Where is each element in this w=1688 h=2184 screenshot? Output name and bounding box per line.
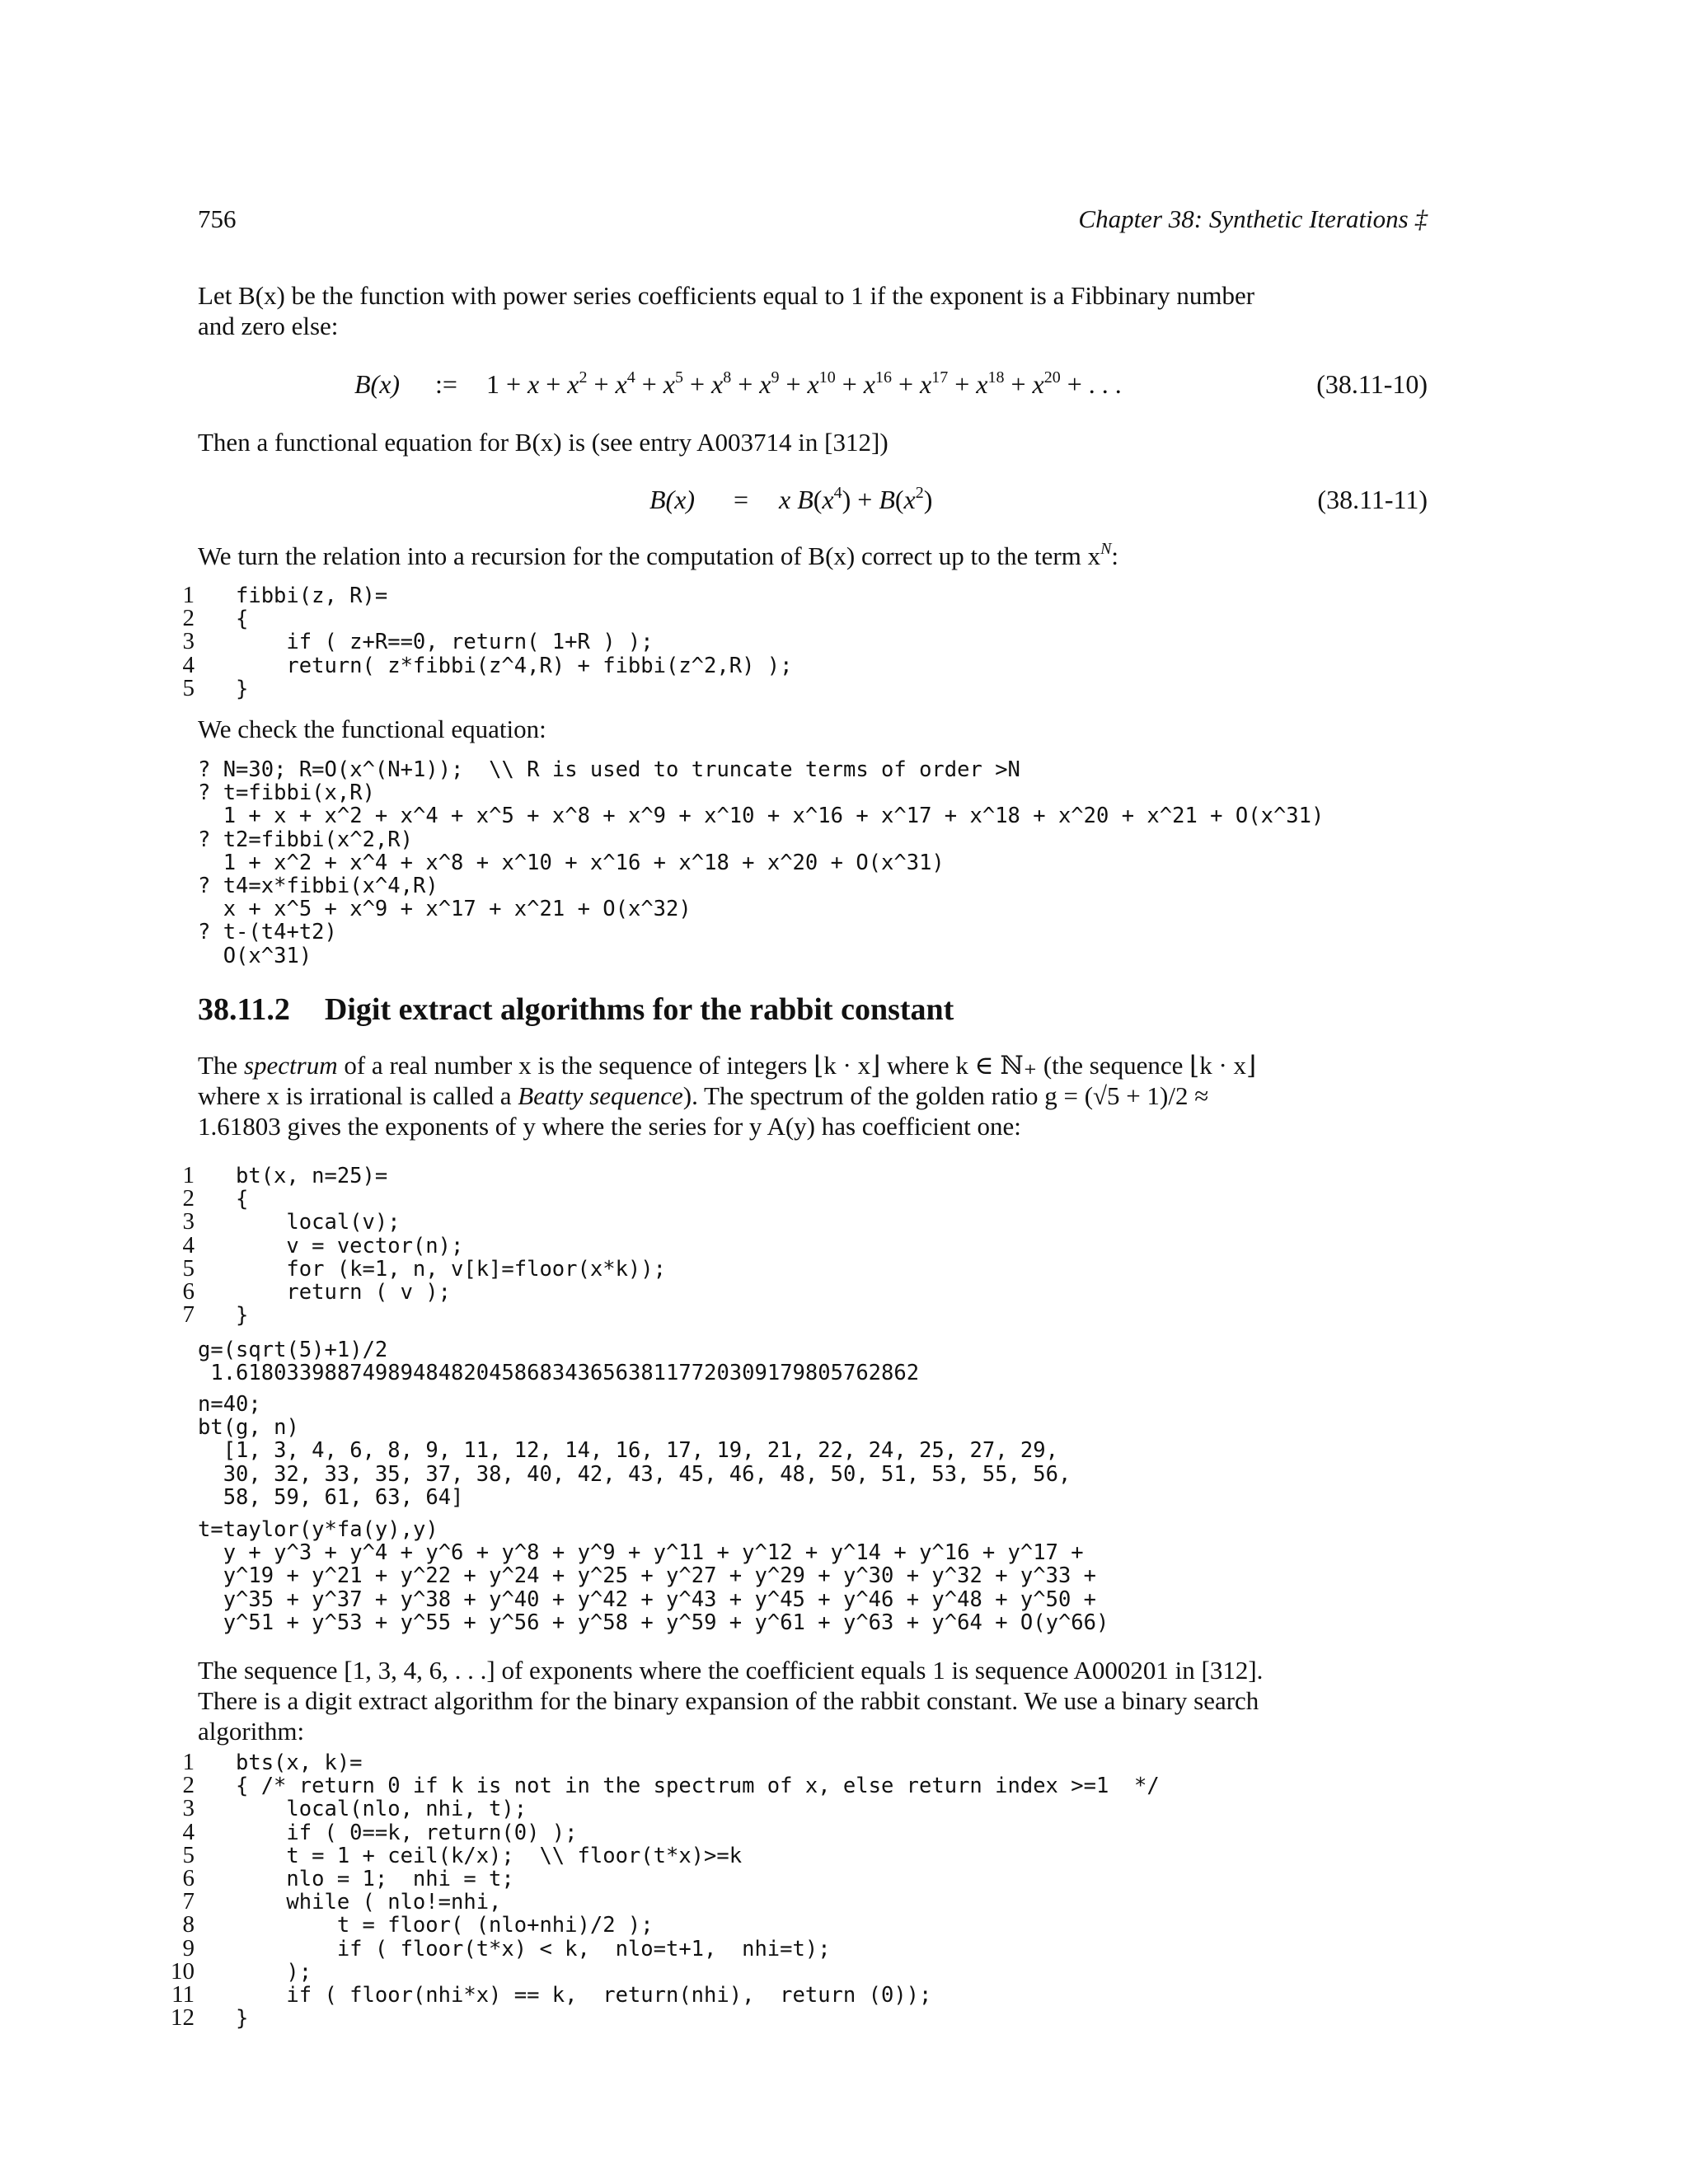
code-text: v = vector(n);	[236, 1233, 464, 1258]
line-number: 5	[182, 1254, 195, 1282]
session-line: ? t=fibbi(x,R)	[198, 780, 375, 806]
code-text: while ( nlo!=nhi,	[236, 1890, 502, 1915]
line-number: 1	[182, 1162, 195, 1188]
code-line	[124, 1750, 1442, 1774]
code-line	[124, 1797, 1442, 1820]
code-line	[124, 1187, 1442, 1210]
line-number: 6	[182, 1864, 195, 1891]
page-number: 756	[198, 204, 237, 233]
code-text: if ( z+R==0, return( 1+R ) );	[236, 630, 654, 655]
line-number: 3	[182, 628, 195, 655]
code-text: t = 1 + ceil(k/x); \\ floor(t*x)>=k	[236, 1843, 743, 1868]
line-number: 1	[182, 582, 195, 608]
code-text: nlo = 1; nhi = t;	[236, 1866, 514, 1891]
line-number: 3	[182, 1208, 195, 1235]
session-block-check	[198, 758, 1434, 968]
code-line	[124, 1890, 1442, 1913]
session-line: ? N=30; R=O(x^(N+1)); \\ R is used to truncate terms of order >N	[198, 757, 1020, 782]
code-line	[124, 1864, 1442, 1891]
session-line: y + y^3 + y^4 + y^6 + y^8 + y^9 + y^11 + y^12 + y^14 + y^16 + y^17 +	[198, 1540, 1084, 1566]
line-number: 1	[182, 1749, 195, 1775]
code-line	[124, 1301, 1442, 1329]
code-block-bt	[124, 1162, 1442, 1329]
code-line	[124, 583, 1442, 607]
code-line	[124, 607, 1442, 630]
code-text: return ( v );	[236, 1279, 451, 1305]
code-line	[124, 1210, 1442, 1233]
line-number: 2	[182, 605, 195, 632]
intro-line-1: Let B(x) be the function with power series coefficients equal to 1 if the exponent is a Fibbinary number	[198, 281, 1255, 310]
line-number: 11	[171, 1980, 195, 2008]
check-paragraph: We check the functional equation:	[198, 715, 546, 743]
code-line	[124, 1277, 1442, 1305]
session-line: 1.618033988749894848204586834365638117720309179805762862	[198, 1361, 920, 1386]
code-text: if ( 0==k, return(0) );	[236, 1820, 578, 1845]
spectrum-line-2	[198, 1080, 1428, 1111]
session-line: t=taylor(y*fa(y),y)	[198, 1517, 438, 1542]
code-text: if ( floor(t*x) < k, nlo=t+1, nhi=t);	[236, 1936, 831, 1961]
text: where x is irrational is called a	[198, 1081, 518, 1110]
session-block-golden-ratio	[198, 1338, 1434, 1385]
session-block-spectrum	[198, 1393, 1434, 1509]
code-line	[124, 1934, 1442, 1961]
code-line	[124, 1841, 1442, 1868]
code-text: {	[236, 607, 249, 632]
code-block-bts	[124, 1749, 1442, 2032]
session-block-taylor	[198, 1518, 1434, 1634]
intro-line-2: and zero else:	[198, 312, 339, 340]
code-text: fibbi(z, R)=	[236, 583, 388, 608]
equation-rhs: x $B(x^4) + B(x^2)$	[779, 484, 933, 514]
code-text: if ( floor(nhi*x) == k, return(nhi), return (0));	[236, 1982, 932, 2008]
session-line: bt(g, n)	[198, 1415, 299, 1441]
equation-lhs: B(x)	[354, 369, 401, 399]
code-line	[124, 1231, 1442, 1258]
section-heading	[198, 991, 954, 1028]
line-number: 7	[182, 1301, 195, 1329]
sequence-line-2: There is a digit extract algorithm for the binary expansion of the rabbit constant. We use a binary search	[198, 1686, 1259, 1715]
code-text: for (k=1, n, v[k]=floor(x*k));	[236, 1256, 666, 1282]
text: The	[198, 1051, 244, 1080]
running-head: Chapter 38: Synthetic Iterations ‡	[1078, 204, 1428, 233]
code-line	[124, 1774, 1442, 1797]
code-text: return( z*fibbi(z^4,R) + fibbi(z^2,R) );	[236, 653, 793, 678]
code-line	[124, 1913, 1442, 1936]
spectrum-line-3: 1.61803 gives the exponents of y where the series for y A(y) has coefficient one:	[198, 1112, 1021, 1141]
code-text: bts(x, k)=	[236, 1750, 363, 1775]
line-number: 7	[182, 1888, 195, 1915]
session-line: [1, 3, 4, 6, 8, 9, 11, 12, 14, 16, 17, 19, 21, 22, 24, 25, 27, 29,	[198, 1438, 1058, 1464]
code-line	[124, 1254, 1442, 1282]
line-number: 10	[171, 1957, 195, 1985]
line-number: 12	[171, 2004, 195, 2032]
session-line: y^19 + y^21 + y^22 + y^24 + y^25 + y^27 + y^29 + y^30 + y^32 + y^33 +	[198, 1563, 1097, 1589]
code-block-fibbi	[124, 583, 1442, 700]
line-number: 5	[182, 1841, 195, 1868]
code-text: local(v);	[236, 1210, 401, 1235]
functional-equation-paragraph: Then a functional equation for B(x) is (see entry A003714 in [312])	[198, 428, 889, 457]
line-number: 5	[182, 674, 195, 701]
equation-number: (38.11-11)	[1317, 485, 1428, 514]
code-line	[124, 1818, 1442, 1845]
code-text: {	[236, 1187, 249, 1212]
equation-lhs: B(x)	[649, 485, 696, 514]
line-number: 2	[182, 1772, 195, 1799]
code-line	[124, 674, 1442, 701]
line-number: 4	[182, 1231, 195, 1258]
code-line	[124, 630, 1442, 653]
section-title: Digit extract algorithms for the rabbit constant	[324, 992, 954, 1027]
session-line: 1 + x + x^2 + x^4 + x^5 + x^8 + x^9 + x^10 + x^16 + x^17 + x^18 + x^20 + x^21 + O(x^31)	[198, 804, 1325, 829]
code-text: bt(x, n=25)=	[236, 1164, 388, 1188]
session-line: y^51 + y^53 + y^55 + y^56 + y^58 + y^59 + y^61 + y^63 + y^64 + O(y^66)	[198, 1610, 1109, 1635]
session-line: n=40;	[198, 1392, 261, 1417]
code-text: }	[236, 2006, 249, 2032]
line-number: 9	[182, 1934, 195, 1961]
equation-relation: :=	[435, 369, 457, 399]
session-line: ? t2=fibbi(x^2,R)	[198, 827, 413, 852]
term-spectrum: spectrum	[243, 1051, 338, 1080]
code-text: }	[236, 1303, 249, 1329]
session-line: O(x^31)	[198, 943, 312, 968]
sequence-line-3: algorithm:	[198, 1717, 305, 1746]
code-line	[124, 1164, 1442, 1187]
line-number: 8	[182, 1911, 195, 1938]
line-number: 2	[182, 1185, 195, 1212]
session-line: 1 + x^2 + x^4 + x^8 + x^10 + x^16 + x^18 + x^20 + O(x^31)	[198, 850, 945, 875]
sequence-line-1: The sequence [1, 3, 4, 6, . . .] of exponents where the coefficient equals 1 is sequence A000201 in [312].	[198, 1656, 1264, 1685]
code-text: { /* return 0 if k is not in the spectrum of x, else return index >=1 */	[236, 1774, 1160, 1799]
code-line	[124, 1957, 1442, 1985]
intro-paragraph	[198, 280, 1428, 341]
recursion-text: We turn the relation into a recursion for the computation of B(x) correct up to the term x	[198, 541, 1101, 570]
equation-38-11-11	[198, 485, 1428, 521]
line-number: 4	[182, 651, 195, 678]
session-line: x + x^5 + x^9 + x^17 + x^21 + O(x^32)	[198, 897, 692, 922]
sequence-paragraph	[198, 1655, 1428, 1746]
session-line: g=(sqrt(5)+1)/2	[198, 1338, 388, 1362]
code-text: );	[236, 1959, 312, 1985]
equation-number: (38.11-10)	[1316, 369, 1428, 399]
page-header	[198, 204, 1428, 237]
session-line: 58, 59, 61, 63, 64]	[198, 1484, 464, 1510]
code-text: local(nlo, nhi, t);	[236, 1797, 528, 1822]
text: of a real number x is the sequence of integers ⌊k · x⌋ where k ∈ ℕ₊ (the sequence ⌊k · x⌋	[337, 1051, 1257, 1080]
text: ). The spectrum of the golden ratio g = (√5 + 1)/2 ≈	[682, 1081, 1209, 1110]
session-line: 30, 32, 33, 35, 37, 38, 40, 42, 43, 45, 46, 48, 50, 51, 53, 55, 56,	[198, 1461, 1071, 1487]
spectrum-paragraph	[198, 1050, 1428, 1141]
term-beatty-sequence: Beatty sequence	[518, 1081, 683, 1110]
session-line: y^35 + y^37 + y^38 + y^40 + y^42 + y^43 + y^45 + y^46 + y^48 + y^50 +	[198, 1586, 1097, 1612]
recursion-superscript: N	[1100, 540, 1112, 558]
line-number: 3	[182, 1795, 195, 1822]
line-number: 6	[182, 1277, 195, 1305]
recursion-paragraph: We turn the relation into a recursion for the computation of B(x) correct up to the term $x^N$:	[198, 540, 1119, 570]
section-number: 38.11.2	[198, 992, 290, 1027]
code-text: }	[236, 676, 249, 701]
code-line	[124, 651, 1442, 678]
session-line: ? t-(t4+t2)	[198, 920, 337, 945]
equation-relation: =	[734, 485, 749, 514]
code-line	[124, 1980, 1442, 2008]
equation-38-11-10	[198, 369, 1428, 405]
code-line	[124, 2004, 1442, 2032]
code-text: t = floor( (nlo+nhi)/2 );	[236, 1913, 654, 1938]
spectrum-line-1	[198, 1050, 1428, 1080]
equation-rhs: $1 + x + x^2 + x^4 + x^5 + x^8 + x^9 + x^{10} + x^{16} + x^{17} + x^{18} + x^{20}$ + . . .	[486, 368, 1122, 399]
session-line: ? t4=x*fibbi(x^4,R)	[198, 873, 438, 898]
line-number: 4	[182, 1818, 195, 1845]
